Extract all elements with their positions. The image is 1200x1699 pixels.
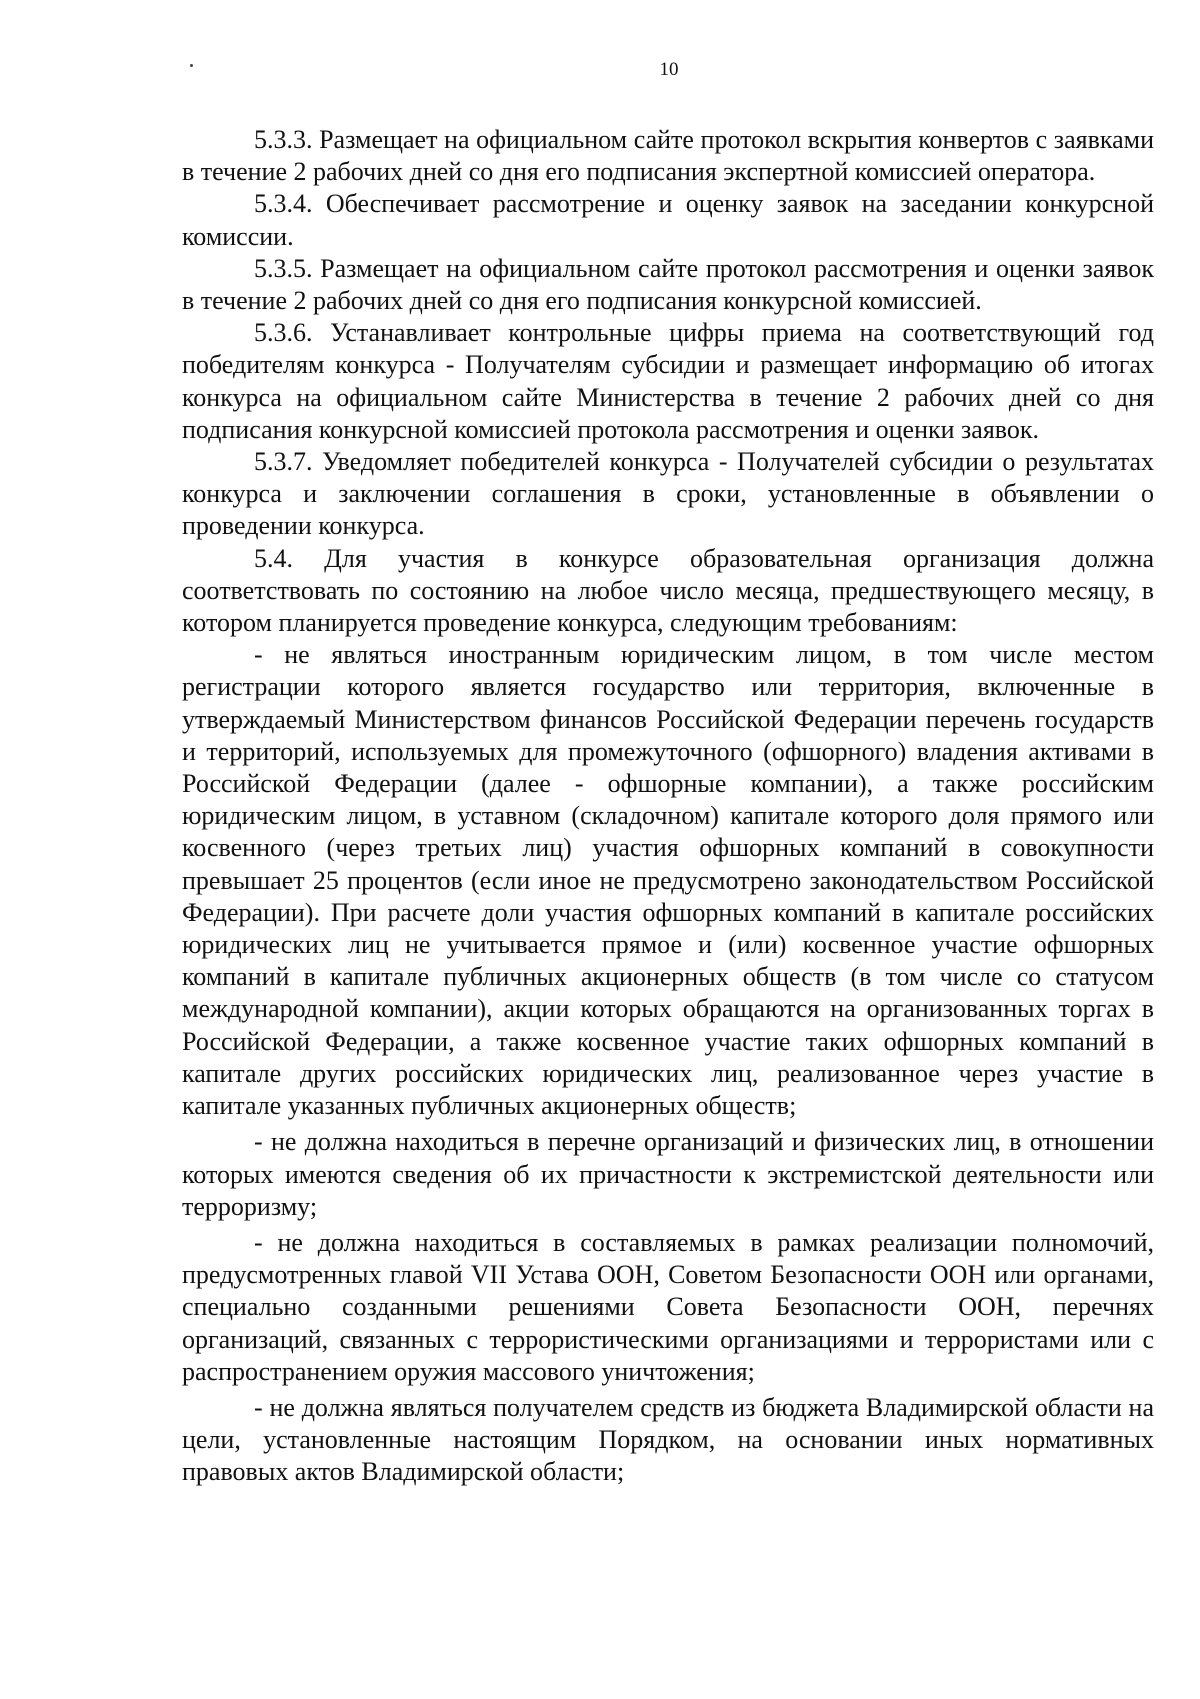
paragraph-5-3-4: 5.3.4. Обеспечивает рассмотрение и оценку заявок на заседании конкурсной комиссии. [182, 189, 1154, 251]
paragraph-5-3-7: 5.3.7. Уведомляет победителей конкурса - Получателей субсидии о результатах конкурса и заключении соглашения в сроки, установленные в объявлении о проведении конкурса. [182, 447, 1154, 541]
page-number: 10 [659, 59, 679, 80]
requirement-not-un-list: - не должна находиться в составляемых в рамках реализации полномочий, предусмотренных главой VII Устава ООН, Советом Безопасности ООН или органами, специально созданными решениями Совета Безопасности ООН, перечнях организаций, связанных с террористическими организациями и террористами или с распространением оружия массового уничтожения; [182, 1227, 1154, 1386]
requirement-not-extremist-list: - не должна находиться в перечне организаций и физических лиц, в отношении которых имеются сведения об их причастности к экстремистской деятельности или терроризму; [182, 1127, 1154, 1221]
requirement-not-budget-recipient: - не должна являться получателем средств из бюджета Владимирской области на цели, установленные настоящим Порядком, на основании иных нормативных правовых актов Владимирской области; [182, 1392, 1154, 1487]
requirement-not-foreign-entity: - не являться иностранным юридическим лицом, в том числе местом регистрации которого является государство или территория, включенные в утверждаемый Министерством финансов Российской Федерации перечень государств и территорий, используемых для промежуточного (офшорного) владения активами в Российской Федерации (далее - офшорные компании), а также российским юридическим лицом, в уставном (складочном) капитале которого доля прямого или косвенного (через третьих лиц) участия офшорных компаний в совокупности превышает 25 процентов (если иное не предусмотрено законодательством Российской Федерации). При расчете доли участия офшорных компаний в капитале российских юридических лиц не учитывается прямое и (или) косвенное участие офшорных компаний в капитале публичных акционерных обществ (в том числе со статусом международной компании), акции которых обращаются на организованных торгах в Российской Федерации, а также косвенное участие таких офшорных компаний в капитале других российских юридических лиц, реализованное через участие в капитале указанных публичных акционерных обществ; [182, 640, 1154, 1121]
paragraph-5-3-5: 5.3.5. Размещает на официальном сайте протокол рассмотрения и оценки заявок в течение 2 рабочих дней со дня его подписания конкурсной комиссией. [182, 253, 1154, 316]
paragraph-5-4: 5.4. Для участия в конкурсе образовательная организация должна соответствовать по состоянию на любое число месяца, предшествующего месяцу, в котором планируется проведение конкурса, следующим требованиям: [182, 543, 1154, 638]
paragraph-5-3-3: 5.3.3. Размещает на официальном сайте протокол вскрытия конвертов с заявками в течение 2 рабочих дней со дня его подписания экспертной комиссией оператора. [182, 125, 1154, 187]
paragraph-5-3-6: 5.3.6. Устанавливает контрольные цифры приема на соответствующий год победителям конкурса - Получателям субсидии и размещает информацию об итогах конкурса на официальном сайте Министерства в течение 2 рабочих дней со дня подписания конкурсной комиссией протокола рассмотрения и оценки заявок. [182, 318, 1154, 444]
document-body [182, 124, 1154, 1489]
